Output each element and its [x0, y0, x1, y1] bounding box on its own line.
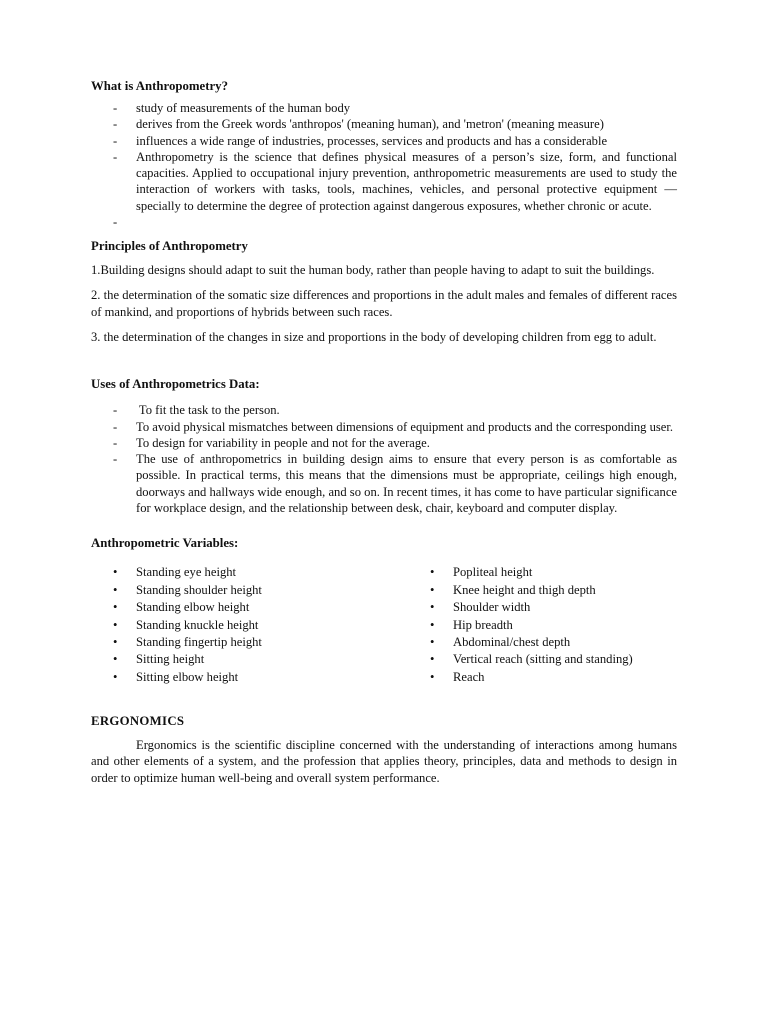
principle-paragraph: 2. the determination of the somatic size differences and proportions in the adult males and females of different races of mankind, and proportions of hybrids between such races. [91, 288, 677, 319]
list-item: • Standing knuckle height [91, 617, 408, 634]
list-item: - The use of anthropometrics in building design aims to ensure that every person is as comfortable as possible. In practical terms, this means that the dimensions must be appropriate, ceilings high enough, doorways and hallways wide enough, and so on. In recent times, it has come to have particular significance for workplace design, and the relationship between desk, chair, keyboard and computer display. [91, 451, 677, 516]
uses-section [91, 376, 677, 516]
list-item: • Reach [408, 669, 677, 686]
principles-heading: Principles of Anthropometry [91, 239, 248, 254]
uses-list [91, 402, 677, 516]
list-item: - To avoid physical mismatches between dimensions of equipment and products and the corresponding user. [91, 419, 677, 435]
ergonomics-paragraph: Ergonomics is the scientific discipline concerned with the understanding of interactions among humans and other elements of a system, and the profession that applies theory, principles, data and methods to design in order to optimize human well-being and overall system performance. [91, 738, 677, 785]
document-page [91, 78, 677, 786]
principle-paragraph: 3. the determination of the changes in size and proportions in the body of developing children from egg to adult. [91, 329, 657, 344]
list-item: • Hip breadth [408, 617, 677, 634]
what-is-section [91, 78, 677, 230]
list-item: • Knee height and thigh depth [408, 582, 677, 599]
list-item: - study of measurements of the human body [91, 100, 677, 116]
list-item: • Standing fingertip height [91, 634, 408, 651]
list-item: • Abdominal/chest depth [408, 634, 677, 651]
list-item: • Standing eye height [91, 564, 408, 581]
list-item: • Vertical reach (sitting and standing) [408, 651, 677, 668]
list-item: • Sitting elbow height [91, 669, 408, 686]
list-item: • Standing elbow height [91, 599, 408, 616]
list-item: - derives from the Greek words 'anthropos' (meaning human), and 'metron' (meaning measure) [91, 116, 677, 132]
list-item: - Anthropometry is the science that defines physical measures of a person’s size, form, and functional capacities. Applied to occupational injury prevention, anthropometric measurements are used to study the interaction of workers with tasks, tools, machines, vehicles, and personal protective equipment — specially to determine the degree of protection against dangerous exposures, whether chronic or acute. [91, 149, 677, 214]
list-item: • Sitting height [91, 651, 408, 668]
list-item [91, 214, 677, 230]
variables-heading: Anthropometric Variables: [91, 536, 239, 551]
ergonomics-section [91, 713, 677, 786]
variables-columns [91, 564, 677, 686]
list-item: • Popliteal height [408, 564, 677, 581]
list-item: - influences a wide range of industries, processes, services and products and has a considerable [91, 133, 677, 149]
variables-left-list [91, 564, 408, 686]
list-item: - To design for variability in people and not for the average. [91, 435, 677, 451]
variables-section [91, 535, 677, 686]
uses-heading: Uses of Anthropometrics Data: [91, 377, 260, 392]
variables-right-list [408, 564, 677, 686]
list-item: - To fit the task to the person. [91, 402, 677, 418]
ergonomics-heading: ERGONOMICS [91, 714, 185, 729]
principle-paragraph: 1.Building designs should adapt to suit the human body, rather than people having to adapt to suit the buildings. [91, 263, 655, 278]
principles-section [91, 238, 677, 345]
what-is-heading: What is Anthropometry? [91, 79, 228, 93]
list-item: • Standing shoulder height [91, 582, 408, 599]
what-is-list [91, 100, 677, 230]
list-item: • Shoulder width [408, 599, 677, 616]
